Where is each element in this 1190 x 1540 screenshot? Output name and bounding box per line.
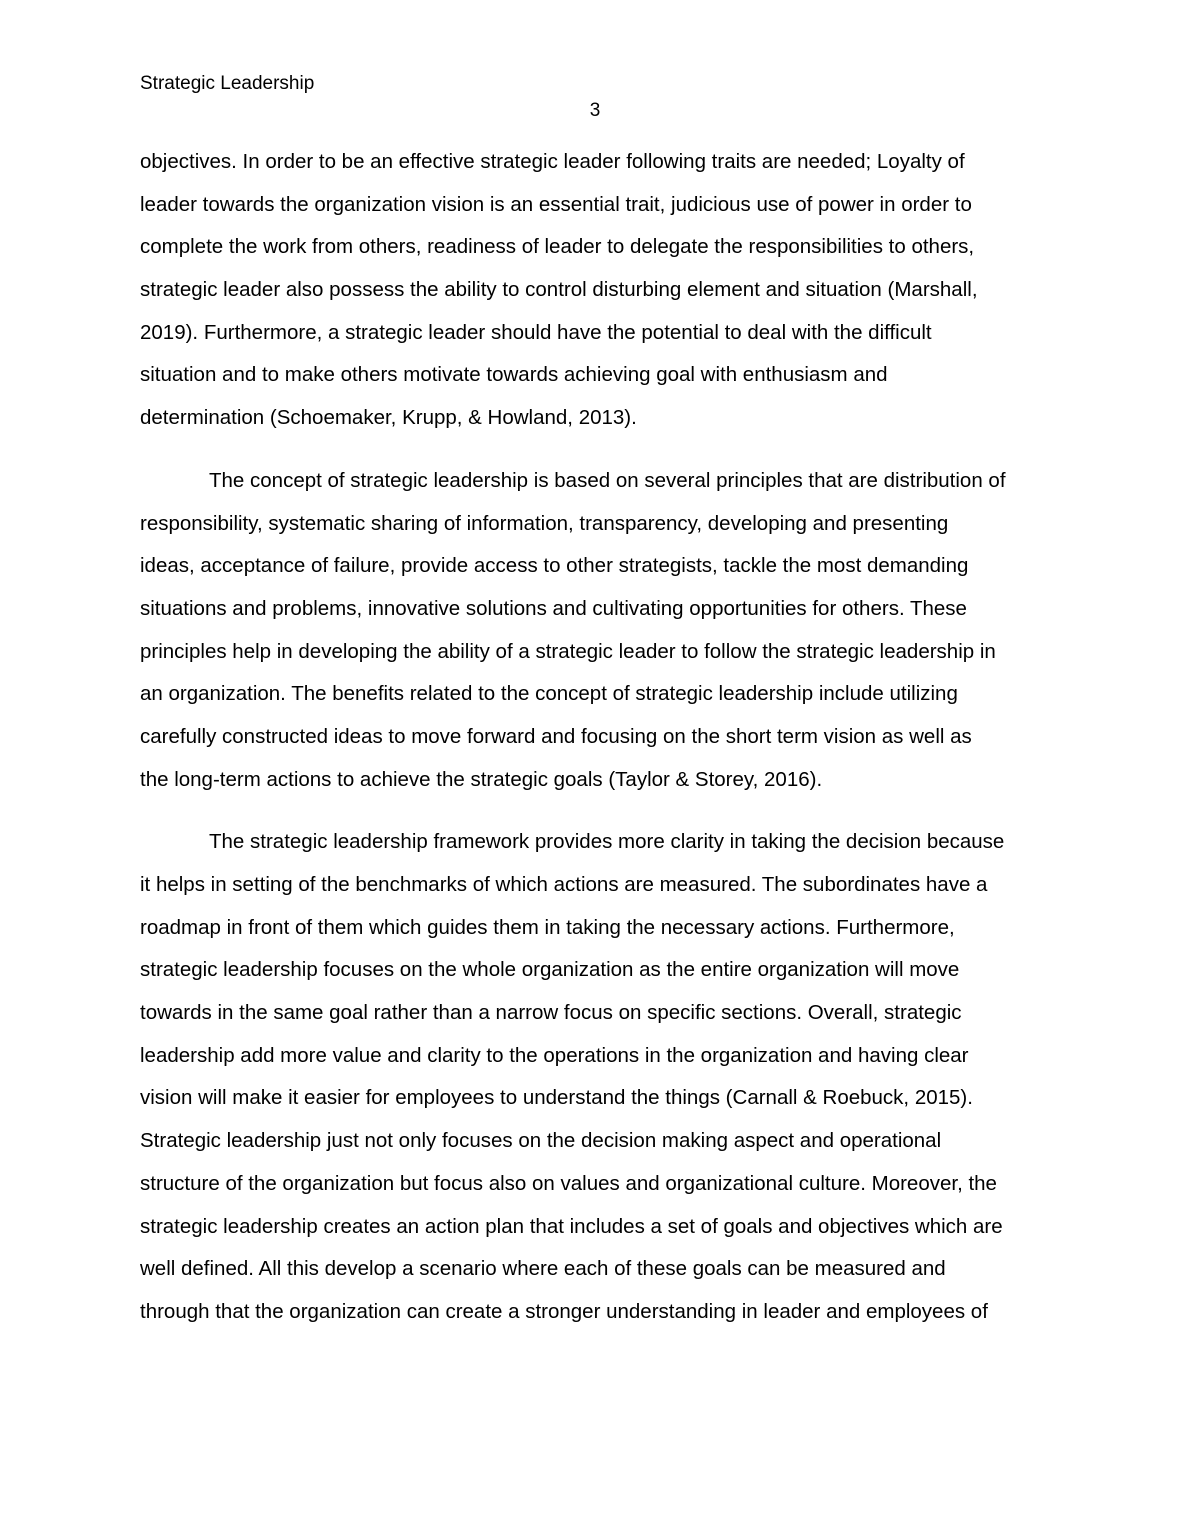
paragraph-2: [140, 460, 1055, 802]
text-line: ideas, acceptance of failure, provide access to other strategists, tackle the most demanding: [140, 554, 969, 578]
paragraph-3: [140, 821, 1055, 1333]
text-line: 2019). Furthermore, a strategic leader should have the potential to deal with the difficult: [140, 320, 932, 344]
page-number: 3: [589, 100, 601, 121]
text-line: objectives. In order to be an effective strategic leader following traits are needed; Loyalty of: [140, 150, 965, 173]
body-text: [140, 141, 1055, 1334]
text-line: strategic leader also possess the ability to control disturbing element and situation (Marshall,: [140, 278, 978, 302]
text-line: leader towards the organization vision is an essential trait, judicious use of power in order to: [140, 192, 972, 216]
paragraph-spacer: [140, 801, 1055, 821]
text-line: well defined. All this develop a scenario where each of these goals can be measured and: [140, 1257, 946, 1281]
text-line: strategic leadership creates an action plan that includes a set of goals and objectives which are: [140, 1214, 1003, 1238]
text-line: structure of the organization but focus also on values and organizational culture. Moreover, the: [140, 1171, 997, 1195]
text-line: complete the work from others, readiness of leader to delegate the responsibilities to others,: [140, 235, 975, 259]
text-line: Strategic leadership just not only focuses on the decision making aspect and operational: [140, 1129, 942, 1153]
paragraph-1: [140, 141, 1055, 440]
text-line: determination (Schoemaker, Krupp, & Howland, 2013).: [140, 406, 637, 430]
text-line: it helps in setting of the benchmarks of which actions are measured. The subordinates have a: [140, 873, 988, 896]
text-line: vision will make it easier for employees to understand the things (Carnall & Roebuck, 2015).: [140, 1086, 973, 1110]
text-line: towards in the same goal rather than a narrow focus on specific sections. Overall, strategic: [140, 1001, 962, 1025]
text-line-indented: The concept of strategic leadership is based on several principles that are distribution of: [209, 468, 1006, 492]
paragraph-spacer: [140, 440, 1055, 460]
text-line-indented: The strategic leadership framework provides more clarity in taking the decision because: [209, 830, 1005, 854]
running-head: Strategic Leadership: [140, 73, 315, 94]
text-line: an organization. The benefits related to the concept of strategic leadership include utilizing: [140, 682, 958, 706]
text-line: strategic leadership focuses on the whole organization as the entire organization will move: [140, 958, 960, 982]
text-line: situation and to make others motivate towards achieving goal with enthusiasm and: [140, 363, 888, 387]
text-line: roadmap in front of them which guides them in taking the necessary actions. Furthermore,: [140, 915, 955, 939]
text-line: situations and problems, innovative solutions and cultivating opportunities for others. These: [140, 596, 967, 620]
text-line: carefully constructed ideas to move forward and focusing on the short term vision as well as: [140, 724, 972, 748]
text-line: principles help in developing the ability of a strategic leader to follow the strategic leadership in: [140, 639, 996, 663]
text-line: responsibility, systematic sharing of information, transparency, developing and presenting: [140, 511, 949, 535]
text-line: the long-term actions to achieve the strategic goals (Taylor & Storey, 2016).: [140, 767, 823, 791]
text-line: leadership add more value and clarity to the operations in the organization and having clear: [140, 1043, 969, 1067]
text-line: through that the organization can create a stronger understanding in leader and employees of: [140, 1299, 988, 1323]
